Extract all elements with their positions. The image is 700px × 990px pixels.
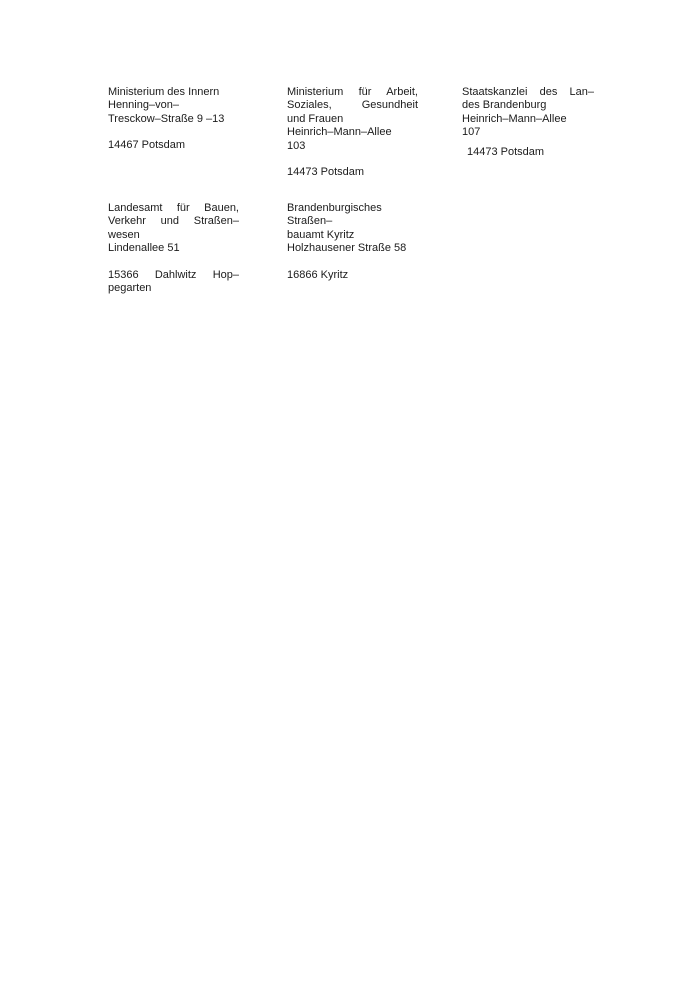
postal-city-line: 14467 Potsdam xyxy=(108,139,186,152)
address-line: Heinrich–Mann–Allee xyxy=(462,112,567,125)
postal-city-line: 14473 Potsdam xyxy=(467,145,545,158)
address-line: Straßen– xyxy=(287,215,333,228)
postal-city-line: 14473 Potsdam xyxy=(287,166,365,179)
address-line: Ministerium des Innern xyxy=(108,86,220,98)
address-block-ministerium-arbeit-soziales xyxy=(287,86,418,179)
address-line: Soziales, Gesundheit xyxy=(287,99,418,112)
postal-city-line: pegarten xyxy=(108,282,152,295)
address-line: Lindenallee 51 xyxy=(108,242,180,255)
address-line: Landesamt für Bauen, xyxy=(108,202,239,214)
address-line: Ministerium für Arbeit, xyxy=(287,86,418,98)
postal-city-line: 16866 Kyritz xyxy=(287,268,349,281)
address-line: bauamt Kyritz xyxy=(287,228,355,241)
address-line: Staatskanzlei des Lan– xyxy=(462,86,594,98)
address-block-landesamt-bauen-verkehr xyxy=(108,202,239,295)
address-block-staatskanzlei-brandenburg xyxy=(462,86,594,159)
address-line: des Brandenburg xyxy=(462,99,547,112)
address-block-ministerium-des-innern xyxy=(108,86,239,153)
address-line: Holzhausener Straße 58 xyxy=(287,242,407,255)
address-block-strassenbauamt-kyritz xyxy=(287,202,429,282)
address-line: und Frauen xyxy=(287,112,344,125)
address-line: Brandenburgisches xyxy=(287,202,382,214)
postal-city-line: 15366 Dahlwitz Hop– xyxy=(108,268,239,281)
address-line: Henning–von– xyxy=(108,99,179,112)
address-line: Heinrich–Mann–Allee xyxy=(287,126,392,139)
address-line: 107 xyxy=(462,126,481,139)
address-line: Tresckow–Straße 9 –13 xyxy=(108,112,225,125)
address-line: wesen xyxy=(108,228,140,241)
address-line: 103 xyxy=(287,139,306,152)
address-line: Verkehr und Straßen– xyxy=(108,215,239,228)
